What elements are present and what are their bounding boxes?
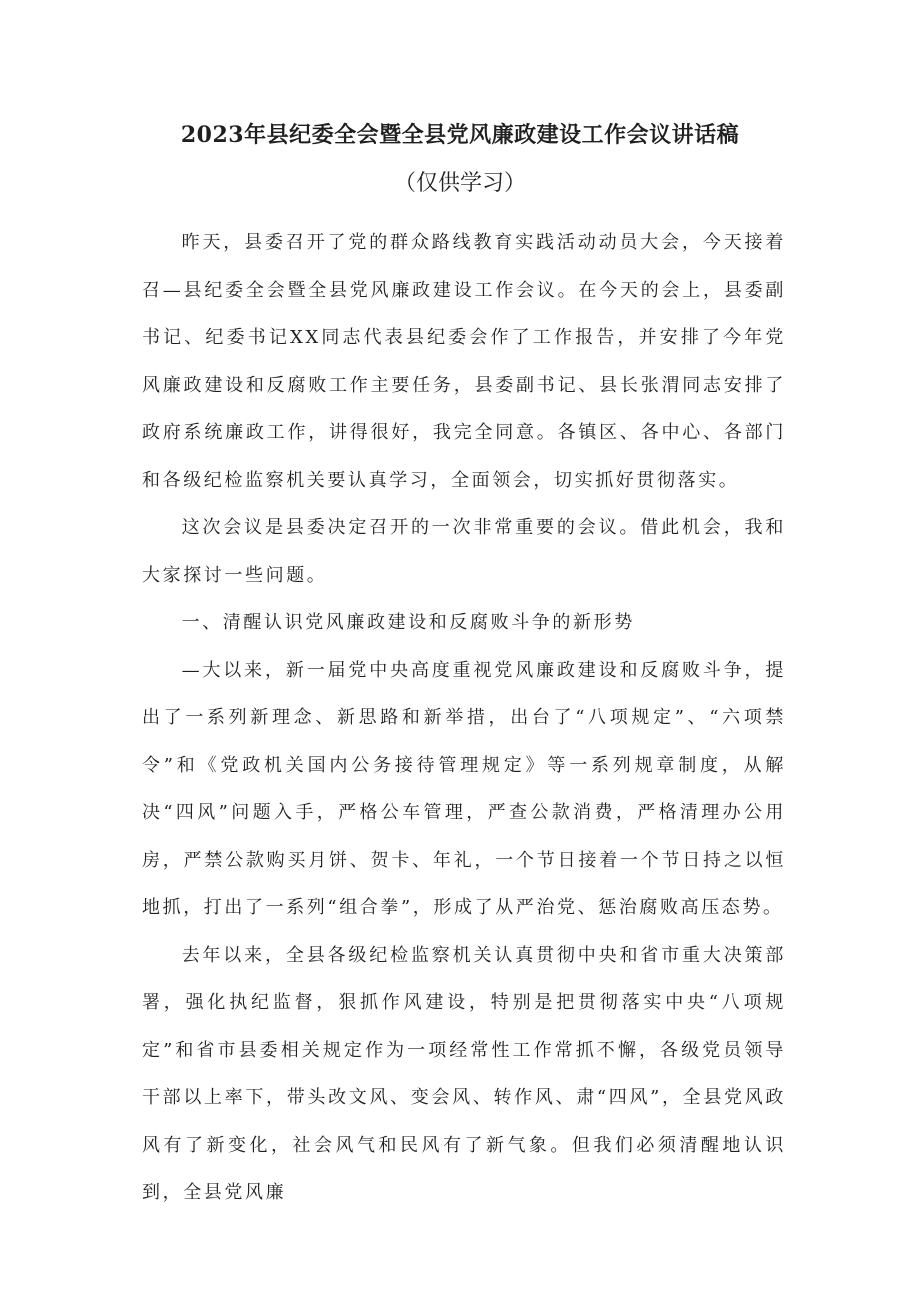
- document-body: [142, 219, 786, 1217]
- paragraph-central-measures: —大以来，新一届党中央高度重视党风廉政建设和反腐败斗争，提出了一系列新理念、新思路和新举措，出台了“八项规定”、“六项禁令”和《党政机关国内公务接待管理规定》等一系列规章制度，从解决“四风”问题入手，严格公车管理，严查公款消费，严格清理办公用房，严禁公款购买月饼、贺卡、年礼，一个节日接着一个节日持之以恒地抓，打出了一系列“组合拳”，形成了从严治党、惩治腐败高压态势。: [142, 659, 786, 918]
- paragraph-opening: 昨天，县委召开了党的群众路线教育实践活动动员大会，今天接着召—县纪委全会暨全县党风廉政建设工作会议。在今天的会上，县委副书记、纪委书记XX同志代表县纪委会作了工作报告，并安排了今年党风廉政建设和反腐败工作主要任务，县委副书记、县长张渭同志安排了政府系统廉政工作，讲得很好，我完全同意。各镇区、各中心、各部门和各级纪检监察机关要认真学习，全面领会，切实抓好贯彻落实。: [142, 232, 786, 491]
- section-heading-one: 一、清醒认识党风廉政建设和反腐败斗争的新形势: [181, 612, 635, 633]
- paragraph-county-progress: 去年以来，全县各级纪检监察机关认真贯彻中央和省市重大决策部署，强化执纪监督，狠抓作风建设，特别是把贯彻落实中央“八项规定”和省市县委相关规定作为一项经常性工作常抓不懈，各级党员领导干部以上率下，带头改文风、变会风、转作风、肃“四风”，全县党风政风有了新变化，社会风气和民风有了新气象。但我们必须清醒地认识到，全县党风廉: [142, 944, 786, 1203]
- document-subtitle: （仅供学习）: [393, 171, 526, 196]
- document-title: 2023年县纪委全会暨全县党风廉政建设工作会议讲话稿: [180, 122, 740, 148]
- paragraph-meeting-importance: 这次会议是县委决定召开的一次非常重要的会议。借此机会，我和大家探讨一些问题。: [142, 517, 786, 586]
